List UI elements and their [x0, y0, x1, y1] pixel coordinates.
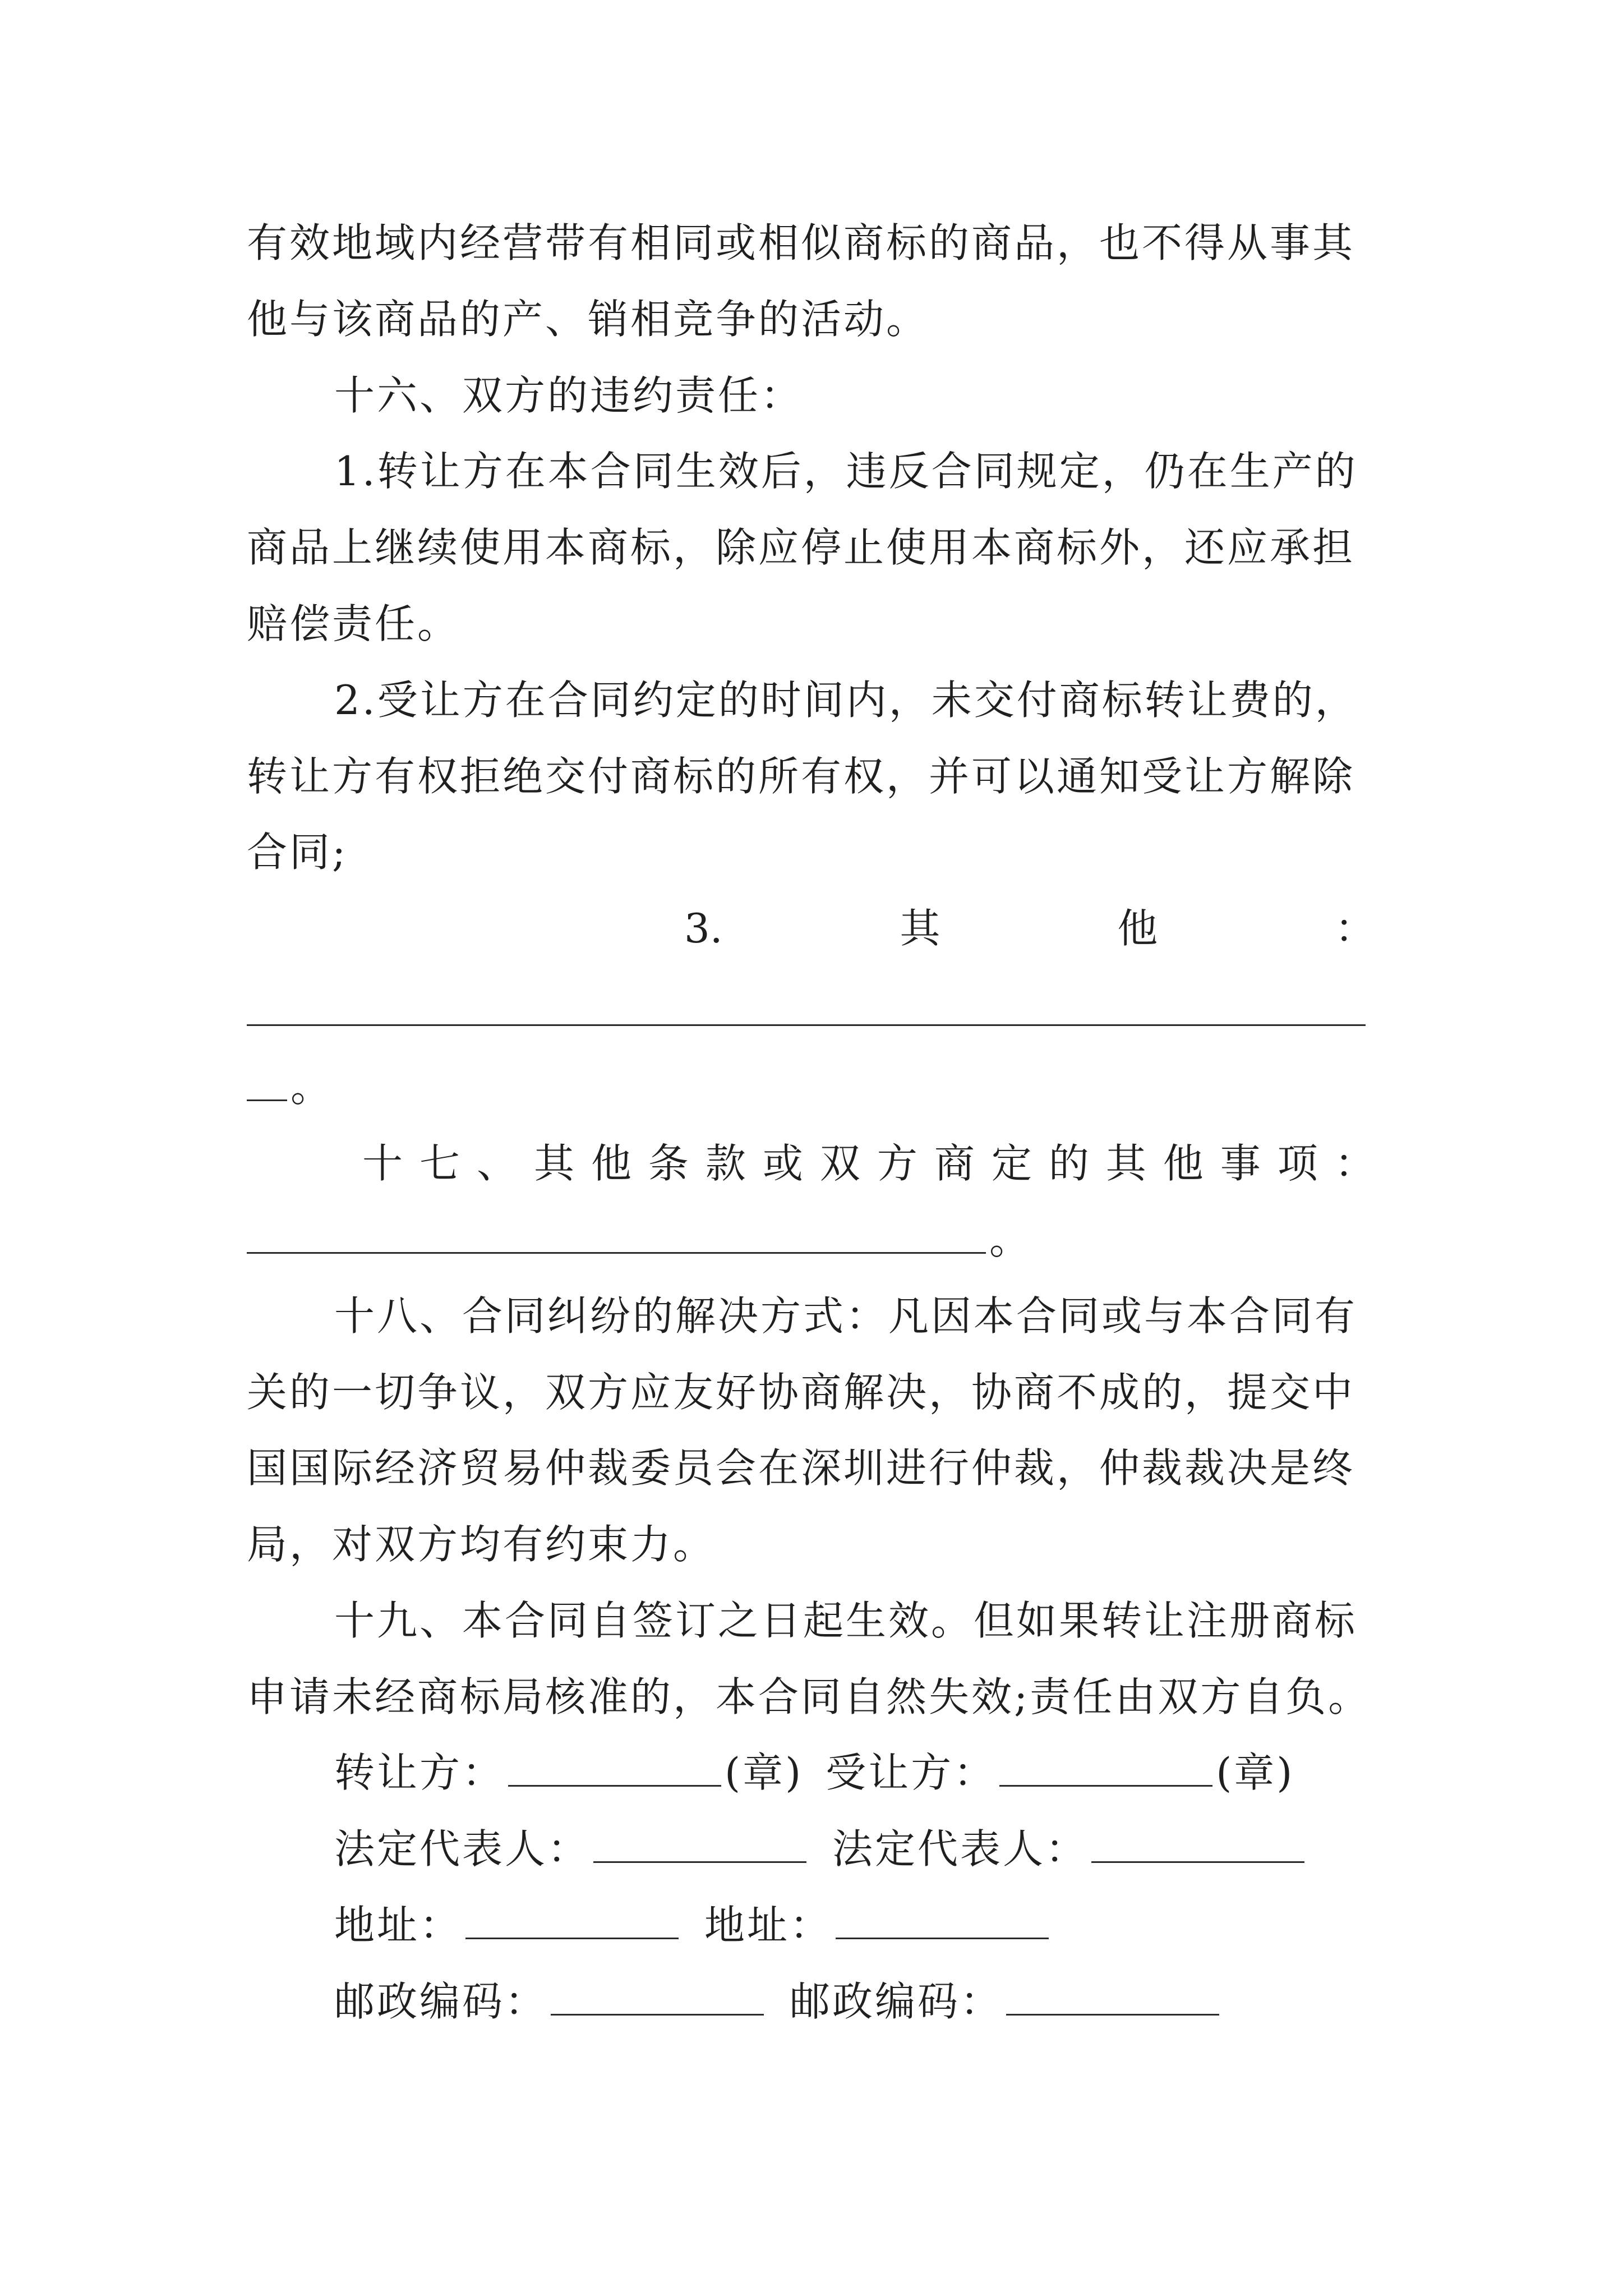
period: 。: [989, 1216, 1032, 1263]
section-19-line-2: 申请未经商标局核准的，本合同自然失效;责任由双方自负。: [247, 1673, 1371, 1720]
section-16-item-3-part: ：: [1334, 905, 1375, 952]
transferor-postcode-blank: [551, 1979, 764, 2016]
transferor-seal: (章): [725, 1749, 804, 1796]
signature-row-parties: [334, 1745, 1294, 1801]
section-16-item-3-part: 其: [900, 905, 940, 952]
transferee-label: 受让方：: [826, 1749, 997, 1796]
transferee-address-blank: [836, 1903, 1049, 1939]
section-16-item-3-end: [247, 1059, 333, 1115]
section-16-item-3-part: 他: [1117, 905, 1158, 952]
section-17-part: 方: [877, 1140, 917, 1187]
transferee-legal-rep-label: 法定代表人：: [832, 1825, 1089, 1872]
transferor-legal-rep-label: 法定代表人：: [334, 1825, 591, 1872]
section-16-item-2-line-3: 合同;: [247, 829, 348, 876]
section-17-part: 其: [533, 1140, 574, 1187]
section-17-part: ：: [1334, 1140, 1375, 1187]
transferor-blank: [508, 1750, 721, 1787]
section-17-part: 他: [591, 1140, 631, 1187]
section-16-item-2-line-1: 2.受让方在合同约定的时间内，未交付商标转让费的，: [334, 677, 1358, 724]
section-19-line-1: 十九、本合同自签订之日起生效。但如果转让注册商标: [334, 1597, 1358, 1644]
transferor-legal-rep-blank: [593, 1826, 806, 1863]
section-17-blank: [247, 1217, 986, 1254]
section-16-item-1-line-2: 商品上继续使用本商标，除应停止使用本商标外，还应承担: [247, 524, 1355, 571]
signature-row-postcode: [334, 1973, 1223, 2030]
transferor-label: 转让方：: [334, 1749, 505, 1796]
section-17-part: 事: [1220, 1140, 1261, 1187]
section-17-part: 、: [476, 1140, 517, 1187]
transferee-postcode-blank: [1006, 1979, 1219, 2016]
section-18-line-2: 关的一切争议，双方应友好协商解决，协商不成的，提交中: [247, 1369, 1355, 1416]
transferee-blank: [999, 1750, 1212, 1787]
section-17-part: 他: [1163, 1140, 1204, 1187]
period: 。: [291, 1064, 334, 1111]
transferee-seal: (章): [1216, 1749, 1295, 1796]
section-17-part: 七: [419, 1140, 460, 1187]
paragraph-15-tail-line-2: 他与该商品的产、销相竞争的活动。: [247, 296, 929, 343]
section-16-item-1-line-3: 赔偿责任。: [247, 600, 460, 647]
paragraph-15-tail-line-1: 有效地域内经营带有相同或相似商标的商品，也不得从事其: [247, 219, 1355, 266]
section-16-item-3-line: [684, 900, 1375, 956]
section-17-heading-line: [362, 1135, 1375, 1191]
section-17-blank-line: [247, 1212, 1032, 1268]
signature-row-legal-rep: [334, 1821, 1308, 1877]
section-17-part: 定: [991, 1140, 1032, 1187]
short-blank: [247, 1065, 287, 1101]
transferor-postcode-label: 邮政编码：: [334, 1978, 548, 2025]
section-17-part: 商: [934, 1140, 975, 1187]
transferee-postcode-label: 邮政编码：: [790, 1978, 1003, 2025]
section-18-line-3: 国国际经济贸易仲裁委员会在深圳进行仲裁，仲裁裁决是终: [247, 1444, 1355, 1492]
transferor-address-blank: [465, 1903, 679, 1939]
section-17-part: 双: [819, 1140, 860, 1187]
section-16-item-2-line-2: 转让方有权拒绝交付商标的所有权，并可以通知受让方解除: [247, 753, 1355, 800]
transferee-legal-rep-blank: [1091, 1826, 1304, 1863]
transferor-address-label: 地址：: [334, 1902, 463, 1949]
section-17-part: 项: [1277, 1140, 1318, 1187]
section-18-line-1: 十八、合同纠纷的解决方式：凡因本合同或与本合同有: [334, 1292, 1358, 1340]
section-17-part: 或: [762, 1140, 803, 1187]
section-17-part: 其: [1105, 1140, 1146, 1187]
section-17-part: 款: [705, 1140, 746, 1187]
section-17-part: 条: [648, 1140, 689, 1187]
signature-row-address: [334, 1897, 1052, 1953]
section-16-item-3-part: 3.: [684, 905, 723, 952]
section-16-heading: 十六、双方的违约责任：: [334, 372, 804, 419]
section-16-item-1-line-1: 1.转让方在本合同生效后，违反合同规定，仍在生产的: [334, 448, 1358, 495]
section-17-part: 的: [1048, 1140, 1089, 1187]
section-18-line-4: 局，对双方均有约束力。: [247, 1521, 716, 1568]
section-17-part: 十: [362, 1140, 403, 1187]
section-16-item-3-blank: [247, 1024, 1366, 1026]
transferee-address-label: 地址：: [704, 1902, 833, 1949]
